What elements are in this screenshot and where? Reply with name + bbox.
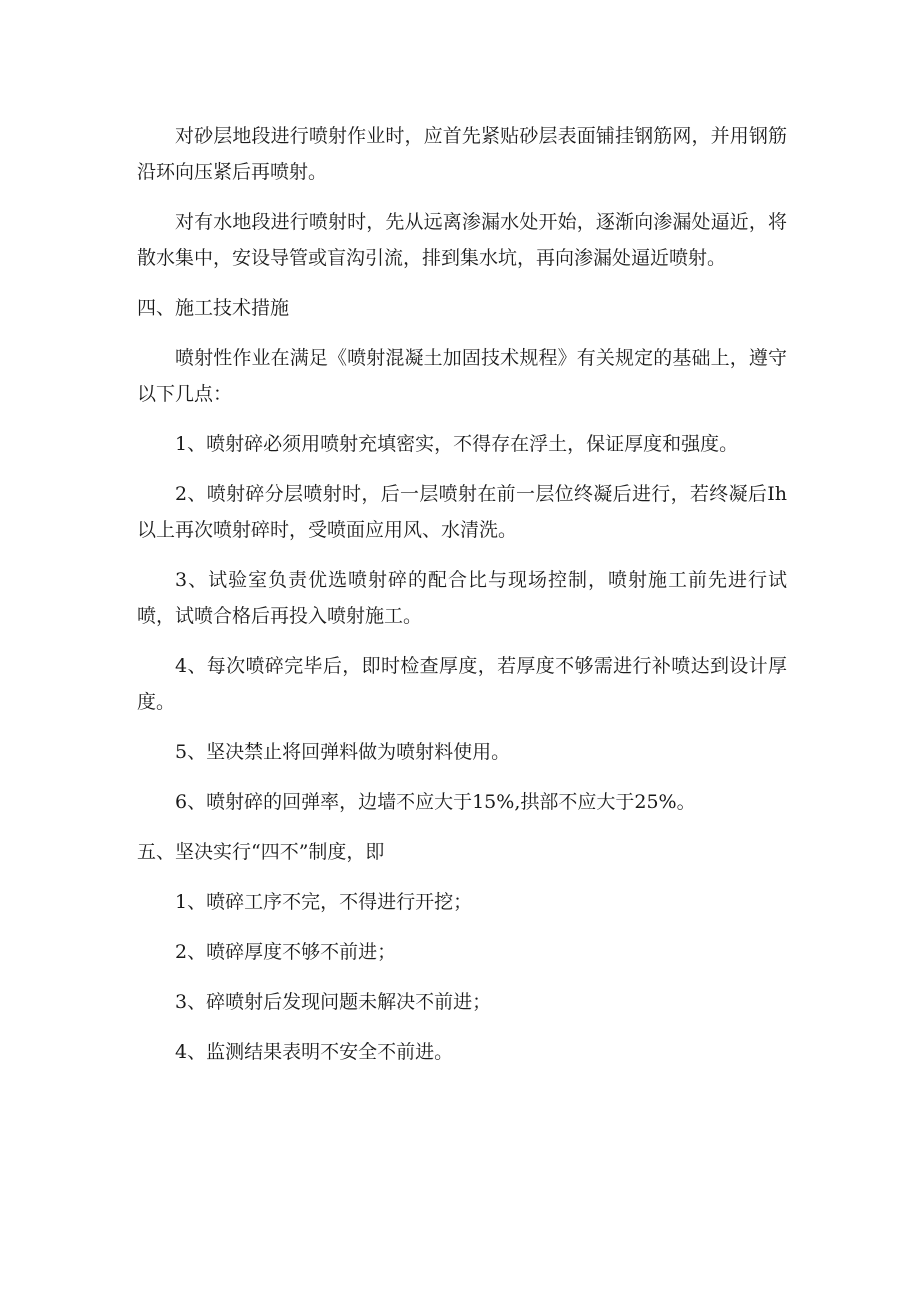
section-heading-four-nots: 五、坚决实行“四不”制度，即	[137, 841, 385, 863]
list-item-measure-4: 4、每次喷碎完毕后，即时检查厚度，若厚度不够需进行补喷达到设计厚度。	[137, 655, 787, 713]
list-item-measure-5: 5、坚决禁止将回弹料做为喷射料使用。	[175, 741, 511, 763]
list-item-rule-2: 2、喷碎厚度不够不前进；	[175, 941, 397, 963]
list-item-rule-1: 1、喷碎工序不完，不得进行开挖；	[175, 891, 473, 913]
paragraph-sand-layer: 对砂层地段进行喷射作业时，应首先紧贴砂层表面铺挂钢筋网，并用钢筋沿环向压紧后再喷射。	[137, 125, 787, 183]
list-item-rule-3: 3、碎喷射后发现问题未解决不前进；	[175, 991, 492, 1013]
list-item-measure-6: 6、喷射碎的回弹率，边墙不应大于15%,拱部不应大于25%。	[175, 791, 696, 813]
list-item-measure-3: 3、试验室负责优选喷射碎的配合比与现场控制，喷射施工前先进行试喷，试喷合格后再投入喷射施工。	[137, 569, 787, 627]
document-body	[137, 118, 787, 1084]
list-item-measure-1: 1、喷射碎必须用喷射充填密实，不得存在浮土，保证厚度和强度。	[175, 433, 739, 455]
list-item-measure-2: 2、喷射碎分层喷射时，后一层喷射在前一层位终凝后进行，若终凝后Ih以上再次喷射碎时，受喷面应用风、水清洗。	[137, 483, 787, 541]
paragraph-water-section: 对有水地段进行喷射时，先从远离渗漏水处开始，逐渐向渗漏处逼近，将散水集中，安设导管或盲沟引流，排到集水坑，再向渗漏处逼近喷射。	[137, 211, 787, 269]
list-item-rule-4: 4、监测结果表明不安全不前进。	[175, 1041, 454, 1063]
paragraph-intro-measures: 喷射性作业在满足《喷射混凝土加固技术规程》有关规定的基础上，遵守以下几点：	[137, 347, 787, 405]
section-heading-construction-measures: 四、施工技术措施	[137, 297, 290, 319]
